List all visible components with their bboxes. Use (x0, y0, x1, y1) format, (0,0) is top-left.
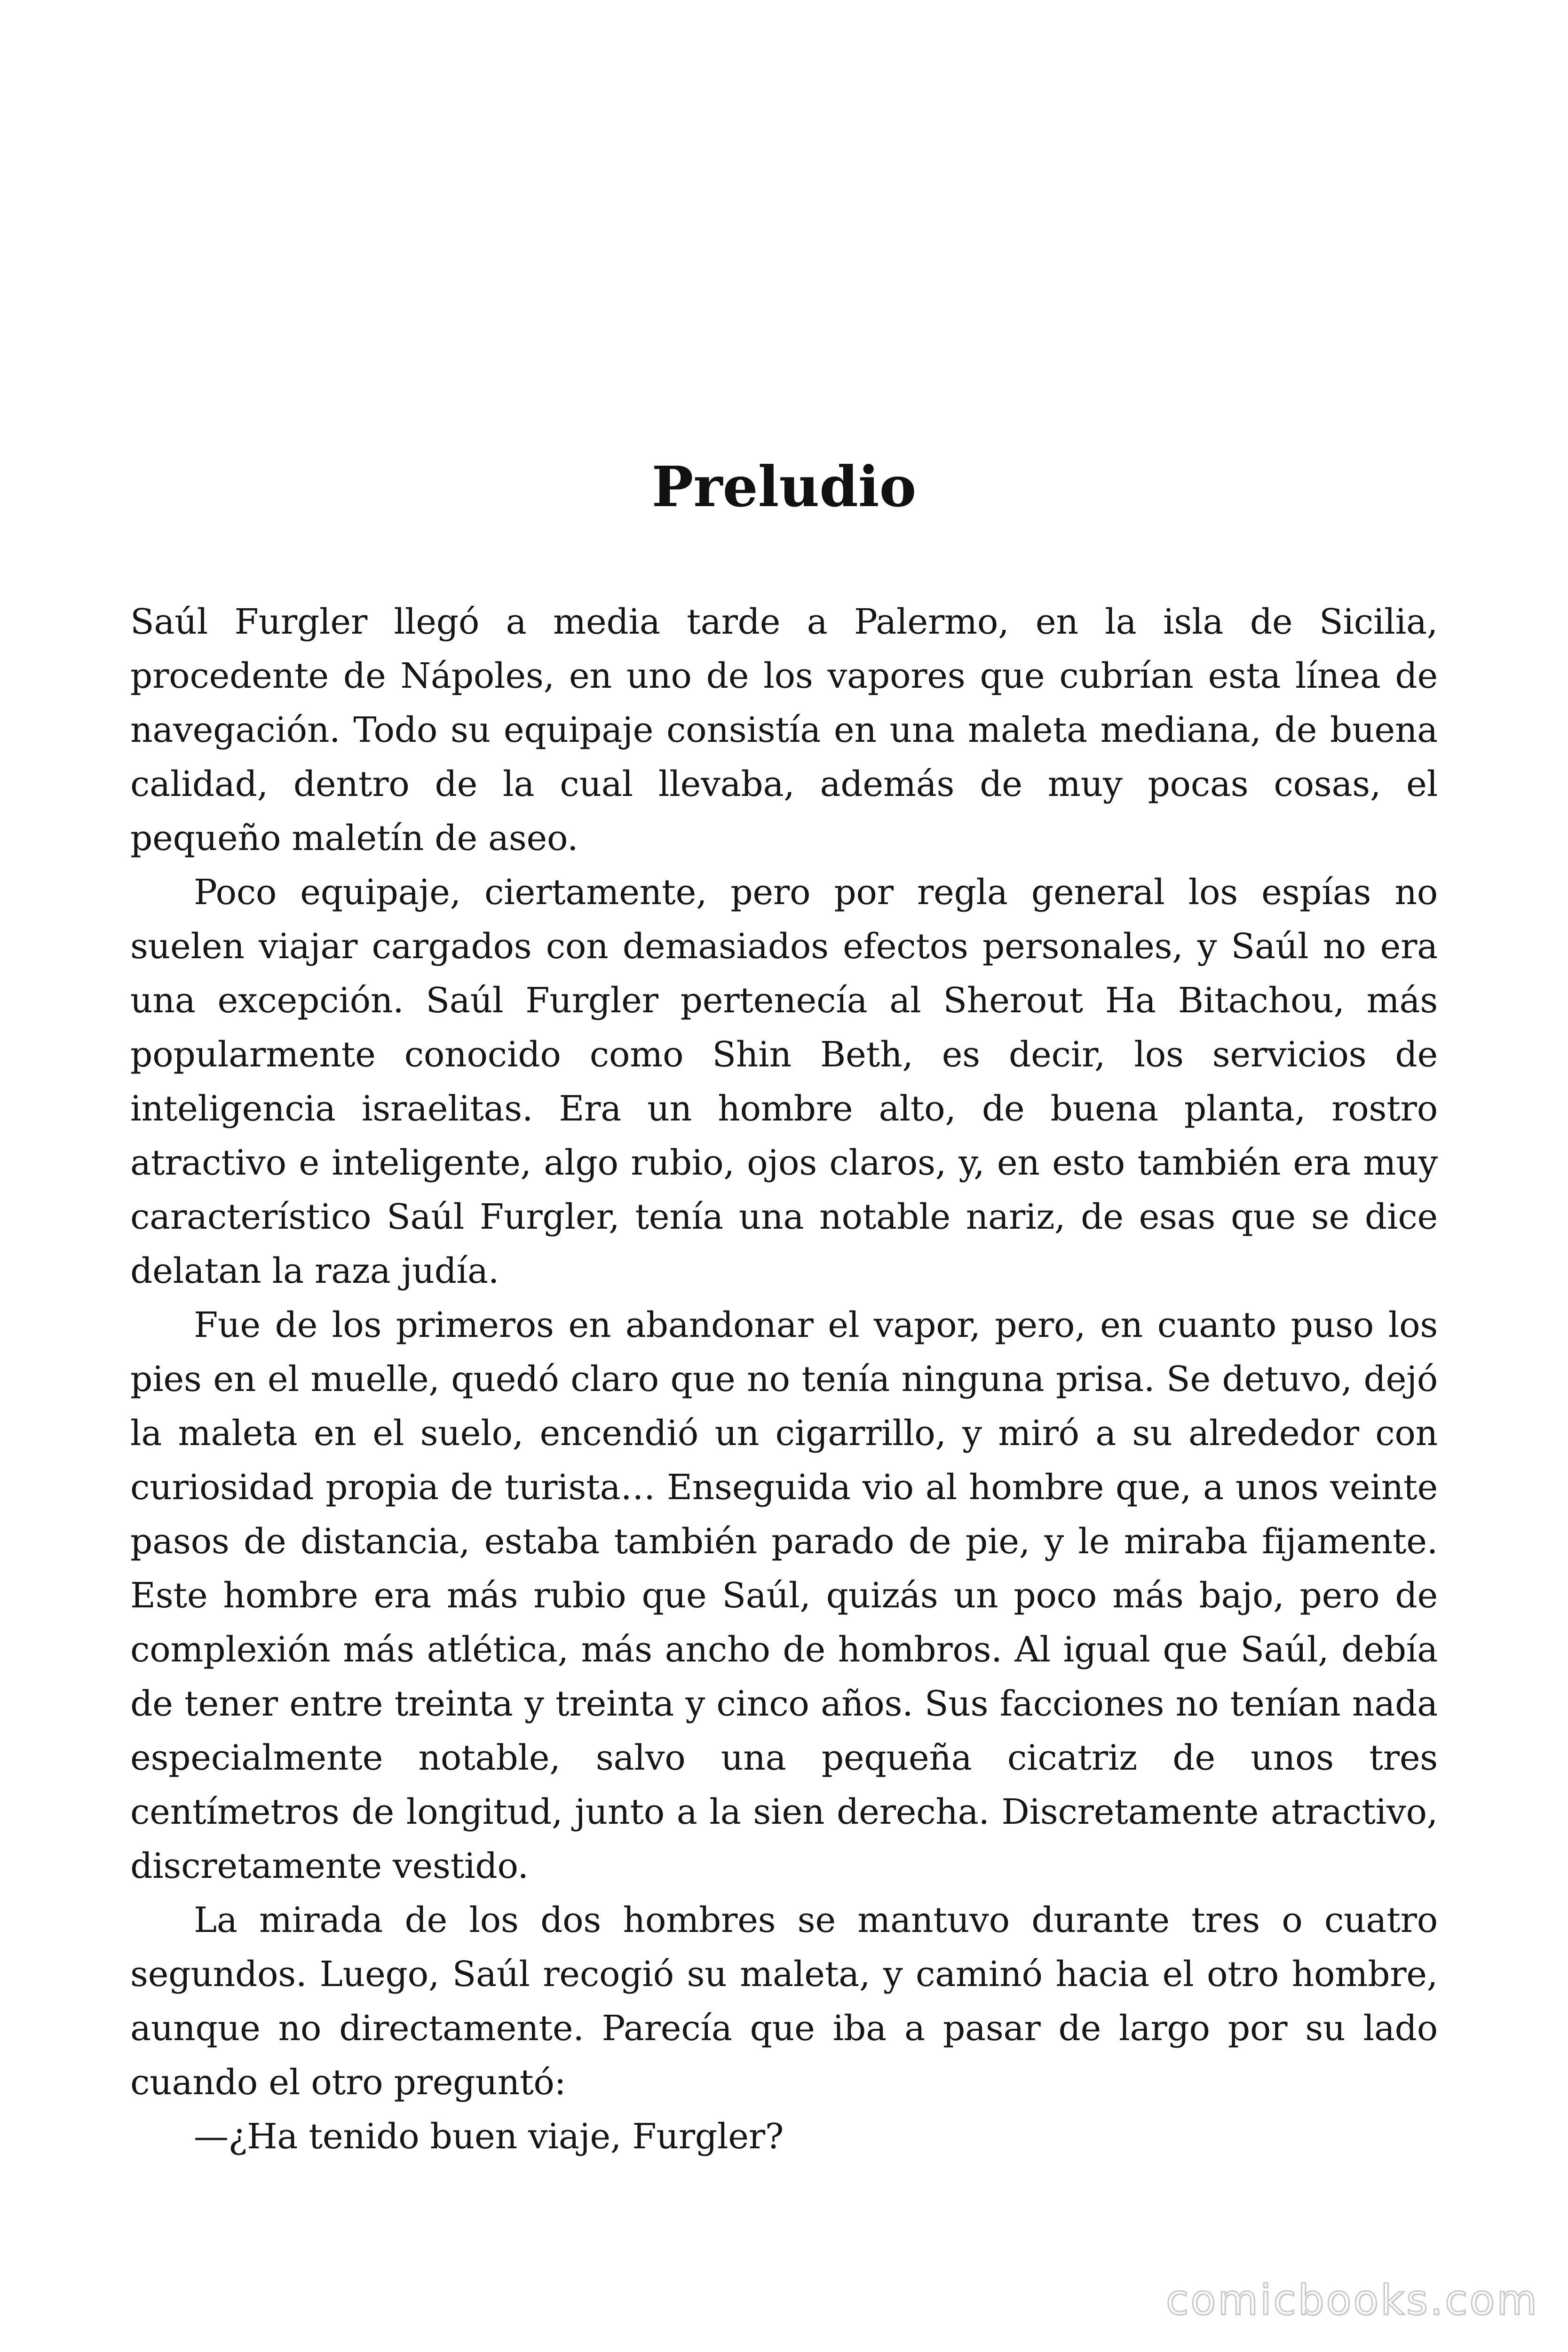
paragraph: Saúl Furgler llegó a media tarde a Palermo, en la isla de Sicilia, procedente de Nápoles, en uno de los vapores que cubrían esta línea de navegación. Todo su equipaje consistía en una maleta mediana, de buena calidad, dentro de la cual llevaba, además de muy pocas cosas, el pequeño maletín de aseo. (130, 602, 1438, 858)
watermark: comicbooks.com (1165, 2276, 1539, 2324)
paragraph: Poco equipaje, ciertamente, pero por regla general los espías no suelen viajar cargados con demasiados efectos personales, y Saúl no era una excepción. Saúl Furgler pertenecía al Sherout Ha Bitachou, más popularmente conocido como Shin Beth, es decir, los servicios de inteligencia israelitas. Era un hombre alto, de buena planta, rostro atractivo e inteligente, algo rubio, ojos claros, y, en esto también era muy característico Saúl Furgler, tenía una notable nariz, de esas que se dice delatan la raza judía. (130, 872, 1438, 1291)
paragraph: La mirada de los dos hombres se mantuvo durante tres o cuatro segundos. Luego, Saúl recogió su maleta, y caminó hacia el otro hombre, aunque no directamente. Parecía que iba a pasar de largo por su lado cuando el otro preguntó: (130, 1900, 1438, 2103)
paragraph: Fue de los primeros en abandonar el vapor, pero, en cuanto puso los pies en el muelle, quedó claro que no tenía ninguna prisa. Se detuvo, dejó la maleta en el suelo, encendió un cigarrillo, y miró a su alrededor con curiosidad propia de turista… Enseguida vio al hombre que, a unos veinte pasos de distancia, estaba también parado de pie, y le miraba fijamente. Este hombre era más rubio que Saúl, quizás un poco más bajo, pero de complexión más atlética, más ancho de hombros. Al igual que Saúl, debía de tener entre treinta y treinta y cinco años. Sus facciones no tenían nada especialmente notable, salvo una pequeña cicatriz de unos tres centímetros de longitud, junto a la sien derecha. Discretamente atractivo, discretamente vestido. (130, 1305, 1438, 1886)
chapter-title: Preludio (651, 454, 917, 519)
dialogue-line: —¿Ha tenido buen viaje, Furgler? (194, 2116, 784, 2157)
body-text (130, 595, 1438, 2164)
